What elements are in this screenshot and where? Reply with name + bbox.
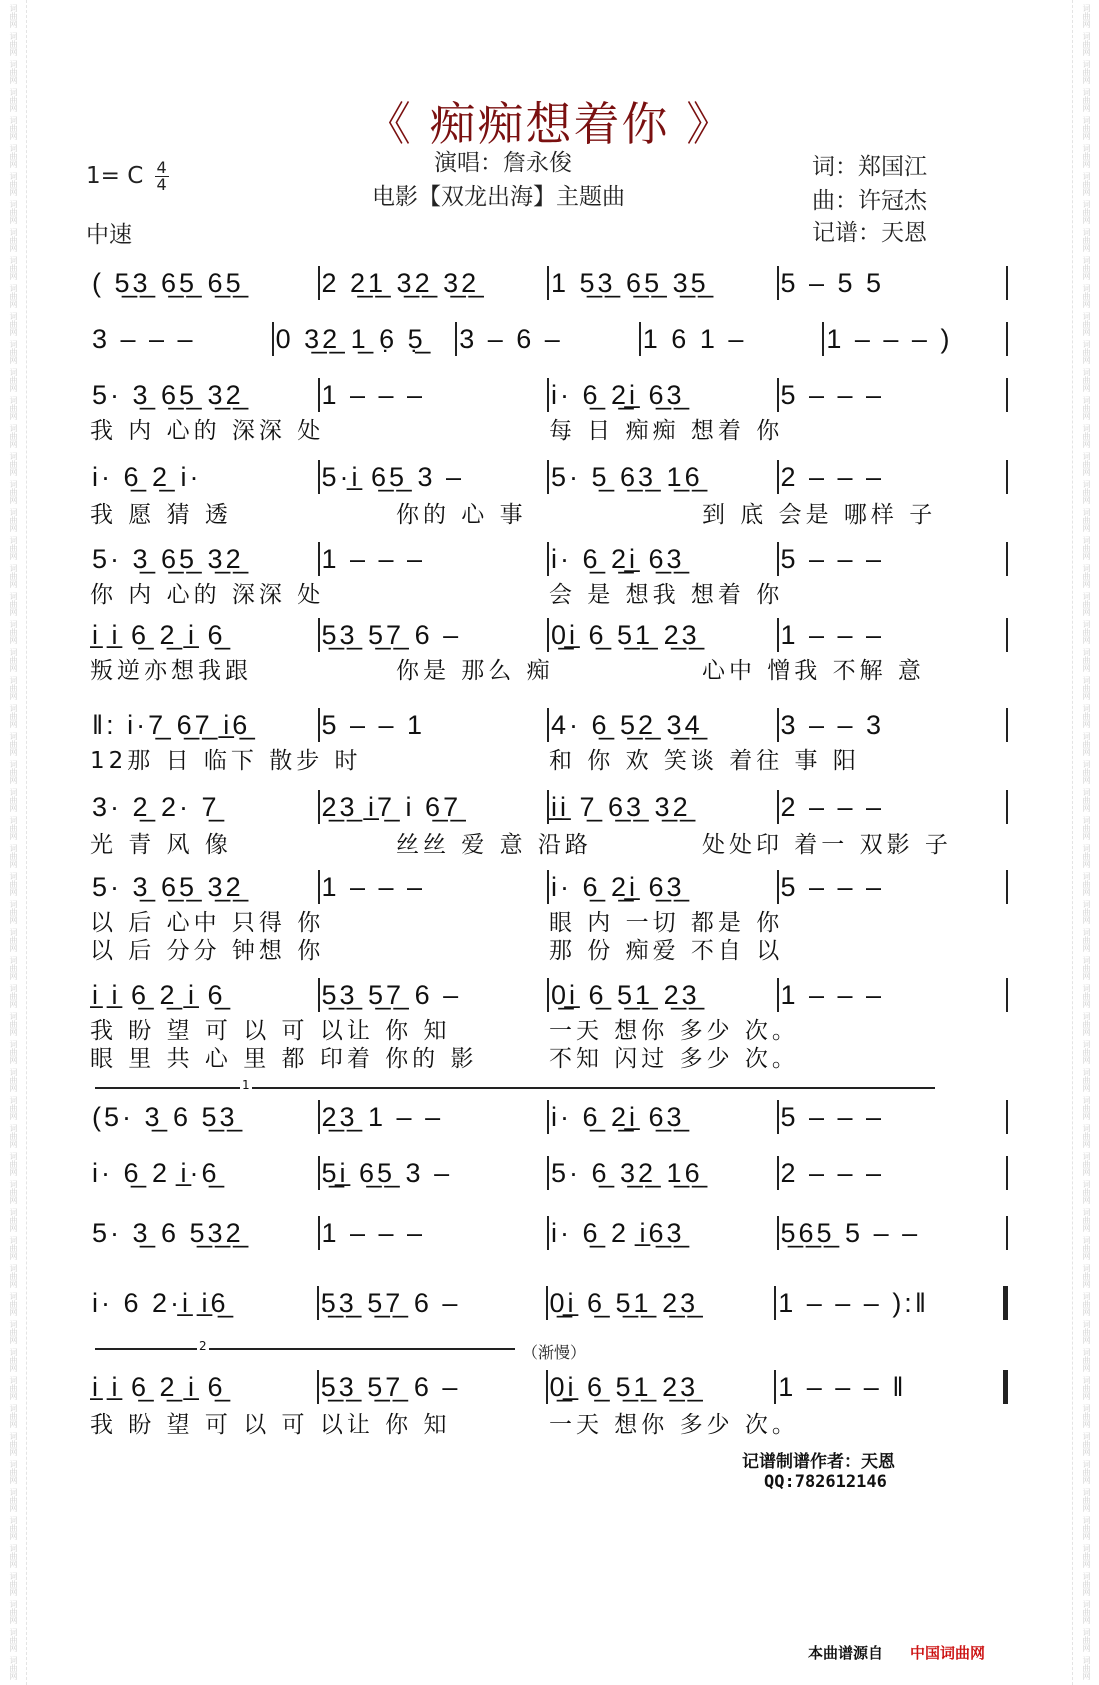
- watermark-text: 词曲网: [1082, 1516, 1091, 1540]
- watermark-text: 词曲网: [1082, 312, 1091, 336]
- watermark-text: 词曲网: [9, 676, 18, 700]
- barline: [1006, 978, 1008, 1012]
- watermark-text: 词曲网: [1082, 172, 1091, 196]
- watermark-text: 词曲网: [1082, 648, 1091, 672]
- watermark-text: 词曲网: [9, 340, 18, 364]
- watermark-text: 词曲网: [1082, 676, 1091, 700]
- right-watermark-border: [1072, 0, 1099, 1685]
- watermark-text: 词曲网: [9, 1292, 18, 1316]
- measure: 3 – 6 –: [459, 323, 563, 354]
- measure: 0̲i̲ 6̲ 5̲1̲ 2̲3̲: [551, 979, 700, 1010]
- watermark-text: 词曲网: [1082, 228, 1091, 252]
- watermark-text: 词曲网: [1082, 1656, 1091, 1680]
- notation-row: [90, 1156, 1008, 1190]
- watermark-text: 词曲网: [9, 1096, 18, 1120]
- measure: 1 5̲3̲ 6̲5̲ 3̲5̲: [551, 267, 709, 298]
- lyric-phrase: 你是 那么 痴: [396, 657, 554, 684]
- lyric-row: [90, 576, 1008, 608]
- notation-row: [90, 266, 1008, 300]
- measure: ( 5̲3̲ 6̲5̲ 6̲5̲: [92, 267, 244, 298]
- watermark-text: 词曲网: [9, 564, 18, 588]
- notation-row: [90, 1216, 1008, 1250]
- watermark-text: 词曲网: [9, 1432, 18, 1456]
- notation-row: [90, 790, 1008, 824]
- measure: 2 – – –: [780, 1157, 885, 1188]
- watermark-text: 词曲网: [1082, 200, 1091, 224]
- watermark-text: 词曲网: [9, 256, 18, 280]
- watermark-text: 词曲网: [1082, 1460, 1091, 1484]
- watermark-text: 词曲网: [1082, 704, 1091, 728]
- watermark-text: 词曲网: [1082, 508, 1091, 532]
- watermark-text: 词曲网: [1082, 620, 1091, 644]
- measure: 5· 5̲ 6̲3̲ 1̲6̲: [551, 461, 703, 492]
- lyric-row: [90, 412, 1008, 444]
- measure: 1 – – – ‖: [778, 1371, 907, 1402]
- measure: 5̲3̲ 5̲7̲ 6 –: [320, 1371, 461, 1402]
- barline: [1003, 1370, 1008, 1404]
- watermark-text: 词曲网: [9, 1208, 18, 1232]
- measure: 5· 6̲ 3̲2̲ 1̲6̲: [551, 1157, 703, 1188]
- lyric-phrase: 以 后 分分 钟想 你: [90, 937, 325, 964]
- watermark-text: 词曲网: [9, 1544, 18, 1568]
- watermark-text: 词曲网: [1082, 340, 1091, 364]
- watermark-text: 词曲网: [1082, 452, 1091, 476]
- watermark-text: 词曲网: [9, 1628, 18, 1652]
- watermark-text: 词曲网: [1082, 368, 1091, 392]
- lyric-phrase: 处处印 着一 双影 子: [702, 831, 952, 858]
- notation-row: [90, 460, 1008, 494]
- watermark-text: 词曲网: [1082, 872, 1091, 896]
- watermark-text: 词曲网: [9, 1404, 18, 1428]
- credit-qq: QQ:782612146: [764, 1472, 887, 1492]
- watermark-text: 词曲网: [9, 536, 18, 560]
- lyric-phrase: 一天 想你 多少 次。: [549, 1017, 799, 1044]
- barline: [1006, 708, 1008, 742]
- lyric-phrase: 我 愿 猜 透: [90, 501, 232, 528]
- watermark-text: 词曲网: [9, 928, 18, 952]
- source-label: 本曲谱源自: [808, 1644, 884, 1662]
- watermark-text: 词曲网: [9, 732, 18, 756]
- barline: [1006, 266, 1008, 300]
- lyric-phrase: 你 内 心的 深深 处: [90, 581, 325, 608]
- measure: 3 – – 3: [780, 709, 885, 740]
- watermark-text: 词曲网: [1082, 788, 1091, 812]
- lyric-phrase: 叛逆亦想我跟: [90, 657, 252, 684]
- measure: 2̲3̲ 1 – –: [321, 1101, 444, 1132]
- watermark-text: 词曲网: [9, 1516, 18, 1540]
- composer-credit: 曲：许冠杰: [812, 188, 927, 214]
- watermark-text: 词曲网: [1082, 1572, 1091, 1596]
- measure: 1 – – –: [321, 543, 426, 574]
- barline: [1006, 378, 1008, 412]
- measure: 1 – – –: [321, 871, 426, 902]
- watermark-text: 词曲网: [9, 1264, 18, 1288]
- watermark-text: 词曲网: [1082, 900, 1091, 924]
- lyric-phrase: 到 底 会是 哪样 子: [702, 501, 937, 528]
- measure: i· 6̲ 2̲i̲ 6̲3̲: [551, 871, 685, 902]
- watermark-text: 词曲网: [9, 844, 18, 868]
- watermark-text: 词曲网: [1082, 816, 1091, 840]
- measure: 4· 6̲ 5̲2̲ 3̲4̲: [551, 709, 703, 740]
- watermark-text: 词曲网: [9, 704, 18, 728]
- notation-row: [90, 978, 1008, 1012]
- watermark-text: 词曲网: [9, 1572, 18, 1596]
- measure: i· 6̲ 2 i̲6̲3̲: [551, 1217, 685, 1248]
- watermark-text: 词曲网: [9, 1180, 18, 1204]
- watermark-text: 词曲网: [1082, 1432, 1091, 1456]
- transcriber-credit: 记谱：天恩: [812, 220, 927, 246]
- watermark-text: 词曲网: [9, 1600, 18, 1624]
- credit-author: 记谱制谱作者：天恩: [742, 1452, 895, 1472]
- measure: 5̲6̲5̲ 5 – –: [780, 1217, 921, 1248]
- watermark-text: 词曲网: [9, 480, 18, 504]
- source-site-link[interactable]: 中国词曲网: [910, 1644, 986, 1662]
- watermark-text: 词曲网: [1082, 396, 1091, 420]
- measure: ‖: i·7̲ 6̲7̲ i̲6̲: [92, 709, 251, 740]
- volta-2-number: 2: [199, 1339, 207, 1353]
- volta-2-bracket: [95, 1348, 515, 1350]
- watermark-text: 词曲网: [9, 228, 18, 252]
- measure: i· 6 2·i̲ i̲6̲: [92, 1287, 229, 1318]
- notation-row: [90, 1370, 1008, 1404]
- lyric-phrase: 会 是 想我 想着 你: [549, 581, 784, 608]
- measure: 5 – – 1: [321, 709, 426, 740]
- measure: i· 6̲ 2̲i̲ 6̲3̲: [551, 1101, 685, 1132]
- watermark-text: 词曲网: [9, 1040, 18, 1064]
- watermark-text: 词曲网: [1082, 1012, 1091, 1036]
- key-text: 1= C: [86, 163, 144, 189]
- measure: i̲ i̲ 6̲ 2̲ i̲ 6̲: [92, 619, 226, 650]
- measure: i· 6̲ 2 i̲·6̲: [92, 1157, 220, 1188]
- notation-row: [90, 618, 1008, 652]
- watermark-text: 词曲网: [1082, 564, 1091, 588]
- volta-1-number: 1: [242, 1078, 250, 1092]
- film-subtitle: 电影【双龙出海】主题曲: [372, 184, 625, 210]
- measure: (5· 3̲ 6 5̲3̲: [92, 1101, 238, 1132]
- watermark-text: 词曲网: [1082, 424, 1091, 448]
- watermark-text: 词曲网: [1082, 536, 1091, 560]
- barline: [1006, 542, 1008, 576]
- watermark-text: 词曲网: [9, 956, 18, 980]
- lyric-phrase: 一天 想你 多少 次。: [549, 1411, 799, 1438]
- notation-row: [90, 1286, 1008, 1320]
- measure: 1 6 1 –: [642, 323, 747, 354]
- watermark-text: 词曲网: [9, 816, 18, 840]
- lyric-phrase: 不知 闪过 多少 次。: [549, 1045, 799, 1072]
- barline: [1006, 1100, 1008, 1134]
- watermark-text: 词曲网: [1082, 1320, 1091, 1344]
- time-signature: [155, 160, 169, 193]
- watermark-text: 词曲网: [9, 200, 18, 224]
- measure: 2 – – –: [780, 791, 885, 822]
- watermark-text: 词曲网: [1082, 284, 1091, 308]
- measure: 3· 2̲ 2· 7̲: [92, 791, 220, 822]
- lyric-phrase: 丝丝 爱 意 沿路: [396, 831, 592, 858]
- measure: 1 – – –: [780, 619, 885, 650]
- measure: 5̲3̲ 5̲7̲ 6 –: [321, 619, 462, 650]
- watermark-text: 词曲网: [1082, 1040, 1091, 1064]
- measure: 5· 3̲ 6̲5̲ 3̲2̲: [92, 543, 244, 574]
- watermark-text: 词曲网: [1082, 1404, 1091, 1428]
- measure: 3 – – –: [92, 323, 196, 354]
- measure: 0̲i̲ 6̲ 5̲1̲ 2̲3̲: [551, 619, 700, 650]
- watermark-text: 词曲网: [1082, 1236, 1091, 1260]
- watermark-text: 词曲网: [9, 396, 18, 420]
- measure: 5·i̲ 6̲5̲ 3 –: [321, 461, 465, 492]
- watermark-text: 词曲网: [1082, 1124, 1091, 1148]
- watermark-text: 词曲网: [9, 900, 18, 924]
- watermark-text: 词曲网: [1082, 732, 1091, 756]
- watermark-text: 词曲网: [9, 116, 18, 140]
- watermark-text: 词曲网: [9, 508, 18, 532]
- measure: 2 2̲1̲ 3̲2̲ 3̲2̲: [321, 267, 480, 298]
- watermark-text: 词曲网: [9, 1348, 18, 1372]
- watermark-text: 词曲网: [9, 368, 18, 392]
- measure: 5̲3̲ 5̲7̲ 6 –: [321, 979, 462, 1010]
- measure: 5 – – –: [780, 379, 885, 410]
- lyric-phrase: 心中 憎我 不解 意: [702, 657, 925, 684]
- measure: 1 – – –: [780, 979, 885, 1010]
- singer-credit: 演唱：詹永俊: [434, 150, 572, 176]
- lyric-phrase: 我 内 心的 深深 处: [90, 417, 325, 444]
- watermark-text: 词曲网: [1082, 4, 1091, 28]
- lyric-row: [90, 496, 1008, 528]
- measure: 1 – – –: [321, 379, 426, 410]
- watermark-text: 词曲网: [1082, 116, 1091, 140]
- barline: [1006, 618, 1008, 652]
- watermark-text: 词曲网: [9, 312, 18, 336]
- measure: i̲ i̲ 6̲ 2̲ i̲ 6̲: [92, 979, 226, 1010]
- tempo-marking: 中速: [86, 222, 132, 248]
- watermark-text: 词曲网: [1082, 928, 1091, 952]
- watermark-text: 词曲网: [1082, 1180, 1091, 1204]
- lyric-phrase: 和 你 欢 笑谈 着往 事 阳: [549, 747, 860, 774]
- watermark-text: 词曲网: [9, 1656, 18, 1680]
- measure: 5 – – –: [780, 1101, 885, 1132]
- lyric-phrase: 那 份 痴爱 不自 以: [549, 937, 784, 964]
- time-sig-bottom: 4: [156, 175, 167, 194]
- measure: 5 – – –: [780, 543, 885, 574]
- song-title: 《 痴痴想着你 》: [364, 97, 735, 151]
- watermark-text: 词曲网: [9, 32, 18, 56]
- lyric-phrase: 眼 里 共 心 里 都 印着 你的 影: [90, 1045, 478, 1072]
- watermark-text: 词曲网: [1082, 592, 1091, 616]
- measure: 1 – – –: [321, 1217, 426, 1248]
- watermark-text: 词曲网: [1082, 256, 1091, 280]
- watermark-text: 词曲网: [1082, 1292, 1091, 1316]
- measure: 0 3̲2̲ 1̲ 6̣ 5̣̲: [275, 323, 426, 354]
- watermark-text: 词曲网: [9, 88, 18, 112]
- watermark-text: 词曲网: [1082, 1376, 1091, 1400]
- notation-row: [90, 378, 1008, 412]
- watermark-text: 词曲网: [9, 592, 18, 616]
- measure: 1 – – – ):‖: [778, 1287, 929, 1318]
- watermark-text: 词曲网: [9, 1488, 18, 1512]
- notation-row: [90, 870, 1008, 904]
- notation-row: [90, 1100, 1008, 1134]
- watermark-text: 词曲网: [9, 1320, 18, 1344]
- watermark-text: 词曲网: [9, 648, 18, 672]
- key-signature: [86, 160, 169, 193]
- watermark-text: 词曲网: [1082, 956, 1091, 980]
- measure: 5 – – –: [780, 871, 885, 902]
- watermark-text: 词曲网: [1082, 1208, 1091, 1232]
- lyric-phrase: 我 盼 望 可 以 可 以让 你 知: [90, 1411, 451, 1438]
- volta-1-bracket: [95, 1087, 935, 1089]
- measure: i· 6̲ 2̲ i·: [92, 461, 202, 492]
- barline: [1006, 1156, 1008, 1190]
- watermark-text: 词曲网: [9, 788, 18, 812]
- watermark-text: 词曲网: [1082, 1600, 1091, 1624]
- watermark-text: 词曲网: [1082, 144, 1091, 168]
- lyric-row: [90, 826, 1008, 858]
- lyric-phrase: 光 青 风 像: [90, 831, 232, 858]
- measure: 2̲3̲ i̲7̲ i 6̲7̲: [321, 791, 462, 822]
- watermark-text: 词曲网: [1082, 32, 1091, 56]
- watermark-text: 词曲网: [9, 1152, 18, 1176]
- watermark-text: 词曲网: [1082, 88, 1091, 112]
- watermark-text: 词曲网: [9, 284, 18, 308]
- measure: 0̲i̲ 6̲ 5̲1̲ 2̲3̲: [549, 1371, 699, 1402]
- watermark-text: 词曲网: [9, 1376, 18, 1400]
- watermark-text: 词曲网: [1082, 1544, 1091, 1568]
- measure: 5· 3̲ 6̲5̲ 3̲2̲: [92, 871, 244, 902]
- watermark-text: 词曲网: [9, 424, 18, 448]
- watermark-text: 词曲网: [9, 1068, 18, 1092]
- measure: i̲ i̲ 6̲ 2̲ i̲ 6̲: [92, 1371, 226, 1402]
- notation-row: [90, 322, 1008, 356]
- barline: [1006, 322, 1008, 356]
- watermark-text: 词曲网: [1082, 1628, 1091, 1652]
- watermark-text: 词曲网: [9, 452, 18, 476]
- lyric-row: [90, 1040, 1008, 1072]
- watermark-text: 词曲网: [1082, 1488, 1091, 1512]
- lyric-phrase: 我 盼 望 可 以 可 以让 你 知: [90, 1017, 451, 1044]
- lyric-phrase: 以 后 心中 只得 你: [90, 909, 325, 936]
- lyric-row: [90, 1406, 1008, 1438]
- notation-row: [90, 708, 1008, 742]
- lyric-row: [90, 932, 1008, 964]
- measure: i· 6̲ 2̲i̲ 6̲3̲: [551, 379, 685, 410]
- watermark-text: 词曲网: [1082, 1068, 1091, 1092]
- measure: 5̲i̲ 6̲5̲ 3 –: [321, 1157, 453, 1188]
- watermark-text: 词曲网: [1082, 60, 1091, 84]
- measure: 0̲i̲ 6̲ 5̲1̲ 2̲3̲: [549, 1287, 699, 1318]
- watermark-text: 词曲网: [9, 1236, 18, 1260]
- barline: [1003, 1286, 1008, 1320]
- lyricist-credit: 词：郑国江: [812, 154, 927, 180]
- measure: 5̲3̲ 5̲7̲ 6 –: [320, 1287, 461, 1318]
- barline: [1006, 1216, 1008, 1250]
- watermark-text: 词曲网: [9, 60, 18, 84]
- measure: 5· 3̲ 6̲5̲ 3̲2̲: [92, 379, 244, 410]
- watermark-text: 词曲网: [1082, 760, 1091, 784]
- watermark-text: 词曲网: [1082, 1264, 1091, 1288]
- lyric-phrase: 你的 心 事: [396, 501, 527, 528]
- ritardando-marking: （渐慢）: [522, 1343, 587, 1362]
- barline: [1006, 460, 1008, 494]
- watermark-text: 词曲网: [9, 144, 18, 168]
- watermark-text: 词曲网: [1082, 1152, 1091, 1176]
- watermark-text: 词曲网: [1082, 1348, 1091, 1372]
- watermark-text: 词曲网: [1082, 480, 1091, 504]
- watermark-text: 词曲网: [9, 4, 18, 28]
- watermark-text: 词曲网: [9, 760, 18, 784]
- measure: 5 – 5 5: [780, 267, 885, 298]
- watermark-text: 词曲网: [1082, 844, 1091, 868]
- measure: 5· 3̲ 6 5̲3̲2̲: [92, 1217, 244, 1248]
- lyric-phrase: 眼 内 一切 都是 你: [549, 909, 784, 936]
- barline: [1006, 790, 1008, 824]
- watermark-text: 词曲网: [1082, 984, 1091, 1008]
- watermark-text: 词曲网: [9, 1460, 18, 1484]
- watermark-text: 词曲网: [9, 620, 18, 644]
- time-sig-top: 4: [156, 158, 167, 177]
- lyric-row: [90, 742, 1008, 774]
- watermark-text: 词曲网: [9, 984, 18, 1008]
- barline: [1006, 870, 1008, 904]
- watermark-text: 词曲网: [9, 1124, 18, 1148]
- watermark-text: 词曲网: [9, 1012, 18, 1036]
- notation-row: [90, 542, 1008, 576]
- left-watermark-border: [0, 0, 27, 1685]
- watermark-text: 词曲网: [9, 172, 18, 196]
- measure: i̲i̲ 7̲ 6̲3̲ 3̲2̲: [551, 791, 691, 822]
- watermark-text: 词曲网: [9, 872, 18, 896]
- lyric-phrase: 12那 日 临下 散步 时: [90, 747, 362, 774]
- lyric-row: [90, 652, 1008, 684]
- lyric-phrase: 每 日 痴痴 想着 你: [549, 417, 784, 444]
- watermark-text: 词曲网: [1082, 1096, 1091, 1120]
- measure: 1 – – – ): [826, 323, 953, 354]
- measure: i· 6̲ 2̲i̲ 6̲3̲: [551, 543, 685, 574]
- measure: 2 – – –: [780, 461, 885, 492]
